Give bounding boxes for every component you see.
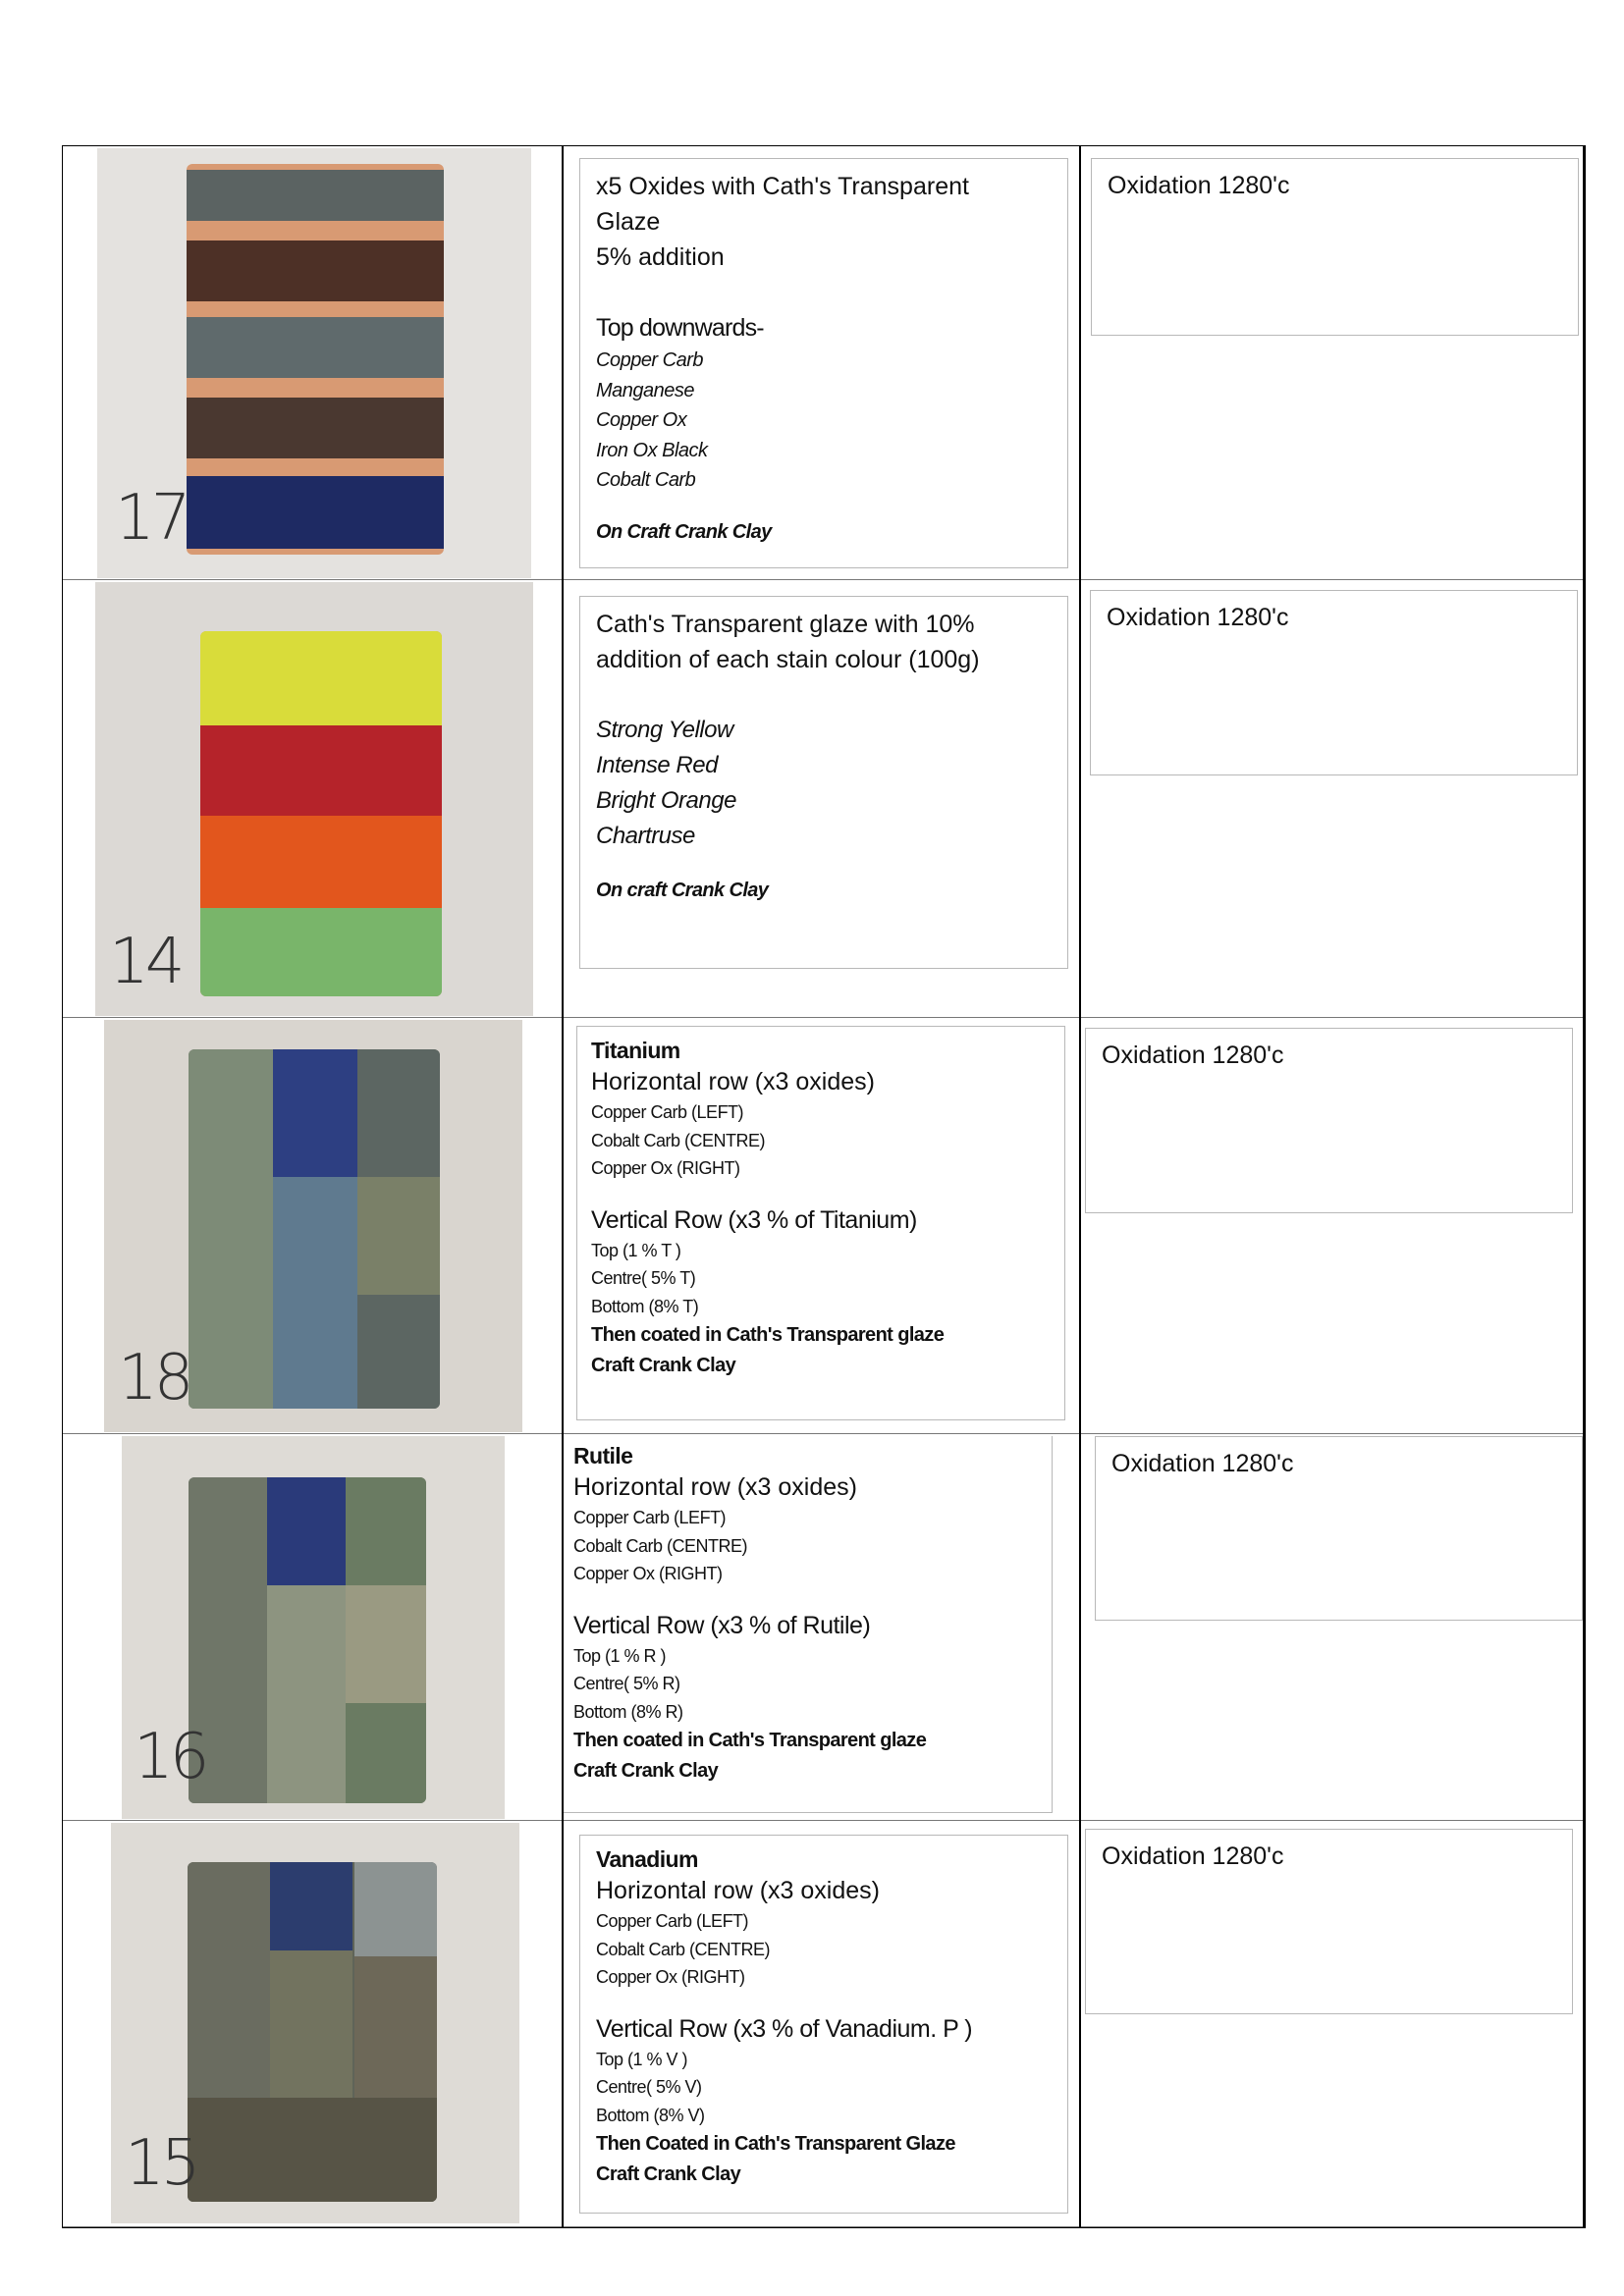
tile-number: 15: [125, 2127, 197, 2200]
description-box: [579, 596, 1068, 969]
firing-box: [1085, 1829, 1573, 2014]
glaze-tile-14: [200, 631, 442, 996]
band-0: [200, 631, 442, 725]
horizontal-item: Copper Ox (RIGHT): [573, 1564, 723, 1583]
clay-note: Craft Crank Clay: [596, 2163, 741, 2185]
band-4: [187, 476, 444, 549]
intro-line: 5% addition: [596, 243, 725, 271]
list-item: Bright Orange: [596, 787, 736, 814]
table-row-tile-18: [63, 1018, 1583, 1434]
centre-top-cobalt: [267, 1477, 346, 1585]
vertical-item: Top (1 % V ): [596, 2049, 688, 2069]
tile-number: 16: [134, 1721, 206, 1793]
firing-label: Oxidation 1280'c: [1107, 604, 1289, 631]
intro-line: x5 Oxides with Cath's Transparent: [596, 173, 969, 200]
coating-note: Then Coated in Cath's Transparent Glaze: [596, 2133, 955, 2155]
tile-photo-16: [122, 1436, 505, 1819]
vertical-title: Vertical Row (x3 % of Vanadium. P ): [596, 2014, 973, 2043]
glaze-tile-17: [187, 164, 444, 555]
coating-note: Then coated in Cath's Transparent glaze: [591, 1324, 945, 1346]
right-middle: [357, 1177, 440, 1295]
vertical-item: Top (1 % R ): [573, 1645, 667, 1666]
horizontal-item: Copper Carb (LEFT): [596, 1911, 749, 1931]
right-middle: [346, 1585, 426, 1703]
band-1: [200, 725, 442, 816]
horizontal-item: Copper Ox (RIGHT): [596, 1967, 745, 1987]
band-1: [187, 240, 444, 301]
glaze-tile-18: [189, 1049, 440, 1409]
list-item: Chartruse: [596, 823, 695, 849]
top-row-grey: [354, 1862, 437, 1956]
tile-photo-15: [111, 1823, 519, 2223]
column-divider-2: [1079, 146, 1081, 2227]
description-box: [564, 1436, 1053, 1813]
firing-box: [1095, 1436, 1583, 1621]
vertical-title: Vertical Row (x3 % of Rutile): [573, 1611, 871, 1639]
horizontal-title: Horizontal row (x3 oxides): [573, 1473, 857, 1501]
firing-label: Oxidation 1280'c: [1102, 1842, 1284, 1870]
horizontal-item: Cobalt Carb (CENTRE): [591, 1130, 766, 1150]
material-heading: Rutile: [573, 1443, 633, 1468]
list-item: Iron Ox Black: [596, 439, 708, 461]
centre-top-cobalt: [273, 1049, 357, 1177]
vertical-item: Bottom (8% V): [596, 2105, 705, 2125]
intro-line: Glaze: [596, 208, 661, 236]
horizontal-item: Copper Carb (LEFT): [573, 1508, 727, 1527]
horizontal-item: Cobalt Carb (CENTRE): [573, 1535, 748, 1556]
band-3: [200, 908, 442, 996]
horizontal-item: Cobalt Carb (CENTRE): [596, 1939, 771, 1959]
firing-box: [1091, 158, 1579, 336]
list-item: Strong Yellow: [596, 717, 733, 743]
horizontal-item: Copper Carb (LEFT): [591, 1102, 744, 1122]
band-2: [200, 816, 442, 908]
intro-line: addition of each stain colour (100g): [596, 646, 980, 673]
firing-box: [1090, 590, 1578, 775]
clay-note: On craft Crank Clay: [596, 880, 769, 901]
tile-number: 17: [115, 482, 188, 555]
tile-number: 18: [118, 1342, 190, 1415]
list-heading: Top downwards-: [596, 314, 764, 342]
tile-photo-17: [97, 148, 531, 578]
material-heading: Vanadium: [596, 1846, 698, 1872]
band-3: [187, 398, 444, 458]
material-heading: Titanium: [591, 1038, 680, 1063]
firing-label: Oxidation 1280'c: [1111, 1450, 1294, 1477]
intro-line: Cath's Transparent glaze with 10%: [596, 611, 975, 638]
description-box: [579, 158, 1068, 568]
table-row-tile-15: [63, 1821, 1583, 2227]
firing-box: [1085, 1028, 1573, 1213]
glaze-tile-16: [189, 1477, 426, 1803]
list-item: Manganese: [596, 379, 695, 401]
left-column: [189, 1049, 273, 1409]
vertical-item: Centre( 5% V): [596, 2077, 702, 2097]
description-box: [576, 1026, 1065, 1420]
bottom-row: [188, 2098, 437, 2202]
tile-photo-14: [95, 582, 533, 1016]
clay-note: On Craft Crank Clay: [596, 520, 772, 543]
coating-note: Then coated in Cath's Transparent glaze: [573, 1730, 927, 1751]
table-row-tile-16: [63, 1434, 1583, 1821]
firing-label: Oxidation 1280'c: [1108, 172, 1290, 199]
glaze-test-table: [62, 145, 1586, 2228]
clay-note: Craft Crank Clay: [573, 1760, 719, 1782]
table-row-tile-17: [63, 146, 1583, 580]
centre-top-cobalt: [270, 1862, 352, 1950]
tile-photo-18: [104, 1020, 522, 1432]
horizontal-title: Horizontal row (x3 oxides): [591, 1068, 875, 1095]
vertical-item: Centre( 5% T): [591, 1268, 696, 1288]
vertical-title: Vertical Row (x3 % of Titanium): [591, 1205, 917, 1234]
firing-label: Oxidation 1280'c: [1102, 1041, 1284, 1069]
horizontal-title: Horizontal row (x3 oxides): [596, 1877, 880, 1904]
list-item: Copper Carb: [596, 349, 704, 371]
description-box: [579, 1835, 1068, 2214]
band-0: [187, 170, 444, 221]
column-divider-1: [562, 146, 564, 2227]
vertical-item: Bottom (8% T): [591, 1296, 699, 1316]
vertical-item: Top (1 % T ): [591, 1240, 681, 1260]
vertical-item: Centre( 5% R): [573, 1674, 680, 1693]
tile-number: 14: [109, 926, 182, 998]
list-item: Copper Ox: [596, 409, 687, 431]
band-2: [187, 317, 444, 378]
table-row-tile-14: [63, 580, 1583, 1018]
list-item: Cobalt Carb: [596, 469, 696, 491]
glaze-tile-15: [188, 1862, 437, 2202]
list-item: Intense Red: [596, 752, 718, 778]
vertical-item: Bottom (8% R): [573, 1701, 683, 1722]
clay-note: Craft Crank Clay: [591, 1355, 736, 1376]
horizontal-item: Copper Ox (RIGHT): [591, 1158, 740, 1178]
